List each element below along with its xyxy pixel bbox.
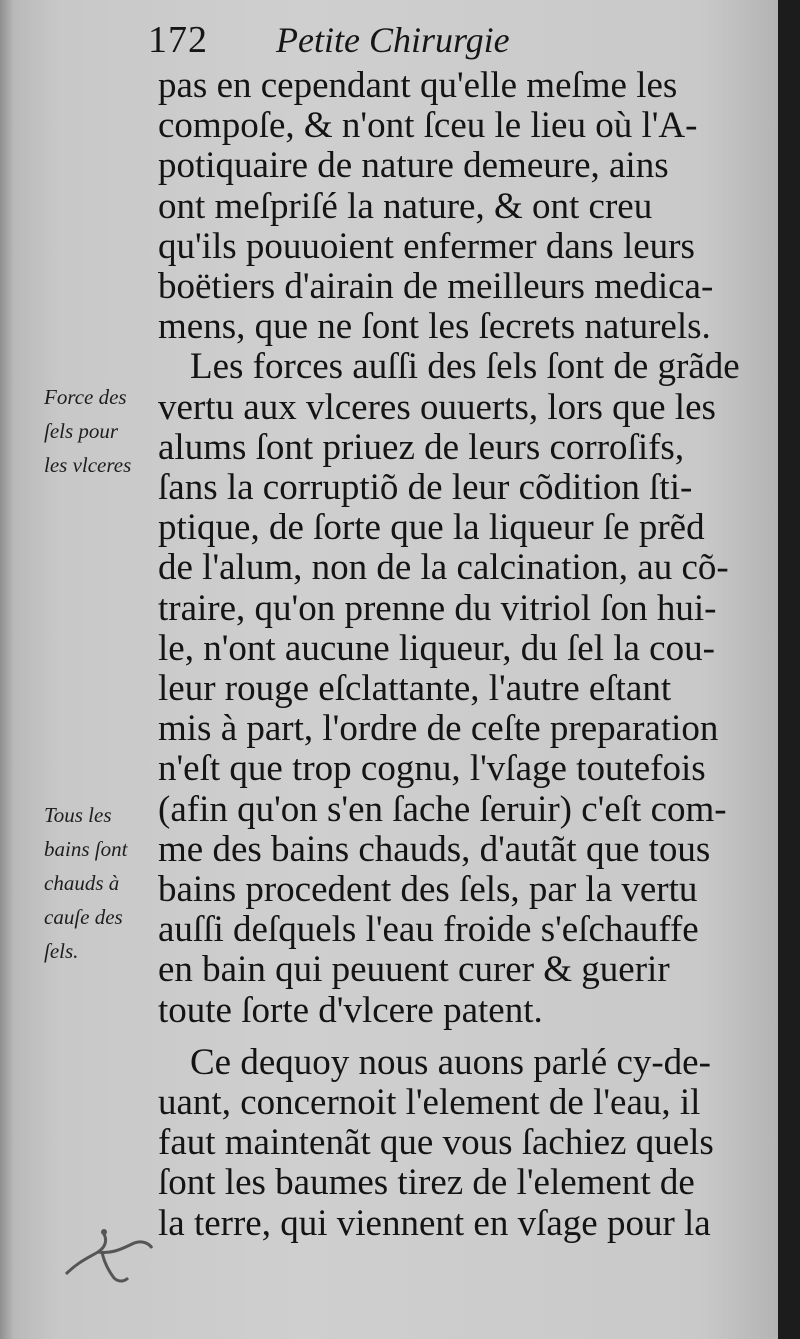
margin-note-line: chauds à	[44, 871, 120, 895]
text-line: toute ſorte d'vlcere patent.	[158, 989, 543, 1031]
text-line: de l'alum, non de la calcination, au cõ-	[158, 547, 729, 589]
text-line: faut maintenãt que vous ſachiez quels	[158, 1122, 714, 1164]
margin-note-line: Tous les	[44, 803, 112, 827]
text-line: ont meſpriſé la nature, & ont creu	[158, 185, 653, 227]
text-line: ptique, de ſorte que la liqueur ſe prẽd	[158, 507, 705, 549]
margin-note-line: ſels.	[44, 939, 79, 963]
text-line: ſont les baumes tirez de l'element de	[158, 1162, 695, 1204]
text-line: le, n'ont aucune liqueur, du ſel la cou-	[158, 627, 715, 669]
text-line: compoſe, & n'ont ſceu le lieu où l'A-	[158, 105, 698, 147]
text-line: qu'ils pouuoient enfermer dans leurs	[158, 225, 695, 267]
text-line: mens, que ne ſont les ſecrets naturels.	[158, 306, 711, 348]
paragraph-start-line: Ce dequoy nous auons parlé cy-de-	[190, 1041, 711, 1083]
text-line: pas en cependant qu'elle meſme les	[158, 65, 678, 106]
running-title: Petite Chirurgie	[276, 20, 510, 60]
text-line: auſſi deſquels l'eau froide s'eſchauffe	[158, 909, 699, 951]
text-line: mis à part, l'ordre de ceſte preparation	[158, 708, 719, 750]
page-header	[148, 18, 510, 62]
text-line: n'eſt que trop cognu, l'vſage toutefois	[158, 748, 706, 790]
paragraph-start-line: Les forces auſſi des ſels ſont de grãde	[190, 346, 740, 388]
text-line: ſans la corruptiõ de leur cõdition ſti-	[158, 467, 693, 509]
margin-note-sels-ulceres	[44, 380, 156, 482]
text-line: vertu aux vlceres ouuerts, lors que les	[158, 386, 716, 428]
margin-note-line: ſels pour	[44, 419, 119, 443]
margin-note-line: les vlceres	[44, 453, 132, 477]
margin-note-bains-chauds	[44, 798, 156, 968]
margin-note-line: Force des	[44, 385, 127, 409]
flourish-ornament-icon	[58, 1222, 158, 1292]
text-line: me des bains chauds, d'autãt que tous	[158, 828, 711, 870]
text-line: boëtiers d'airain de meilleurs medica-	[158, 266, 714, 308]
text-line: leur rouge eſclattante, l'autre eſtant	[158, 668, 672, 710]
text-line: la terre, qui viennent en vſage pour la	[158, 1202, 711, 1244]
body-text	[158, 65, 740, 1244]
text-line: (afin qu'on s'en ſache ſeruir) c'eſt com-	[158, 788, 727, 830]
text-line: potiquaire de nature demeure, ains	[158, 145, 669, 187]
text-line: bains procedent des ſels, par la vertu	[158, 869, 698, 911]
text-line: en bain qui peuuent curer & guerir	[158, 949, 670, 991]
text-line: uant, concernoit l'element de l'eau, il	[158, 1082, 701, 1124]
margin-note-line: cauſe des	[44, 905, 123, 929]
text-line: traire, qu'on prenne du vitriol ſon hui-	[158, 587, 717, 629]
page-number: 172	[148, 19, 208, 61]
margin-note-line: bains ſont	[44, 837, 128, 861]
text-line: alums ſont priuez de leurs corroſifs,	[158, 426, 685, 468]
